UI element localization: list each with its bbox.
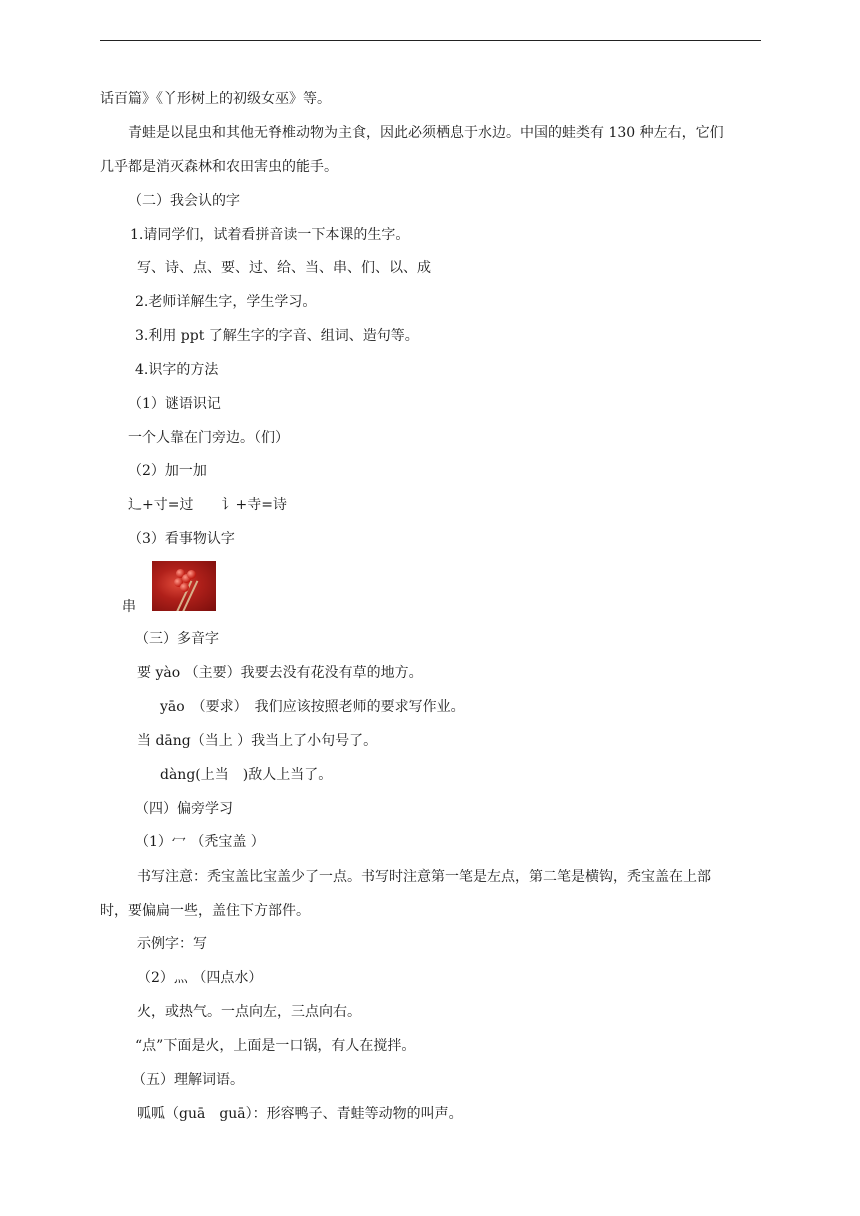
list-item-2: 2.老师详解生字，学生学习。 bbox=[135, 294, 317, 310]
example-character: 示例字：写 bbox=[137, 936, 207, 952]
writing-note-line1: 书写注意：秃宝盖比宝盖少了一点。书写时注意第一笔是左点，第二笔是横钩，秃宝盖在上部 bbox=[137, 869, 711, 885]
riddle-text: 一个人靠在门旁边。（们） bbox=[128, 430, 289, 446]
polyphone-dang1: 当 dāng（当上 ）我当上了小句号了。 bbox=[137, 733, 378, 749]
dian-explanation: “点”下面是火，上面是一口锅，有人在搅拌。 bbox=[135, 1038, 416, 1054]
paragraph-frog-line2: 几乎都是消灭森林和农田害虫的能手。 bbox=[100, 159, 338, 175]
add-examples: 辶+寸=过 讠+寺=诗 bbox=[128, 497, 287, 513]
list-item-3: 3.利用 ppt 了解生字的字音、组词、造句等。 bbox=[135, 328, 419, 344]
radical-1-heading: （1）冖 （秃宝盖 ） bbox=[135, 834, 265, 850]
header-rule bbox=[100, 40, 761, 41]
character-chuan: 串 bbox=[122, 599, 136, 615]
radical-2-heading: （2）灬 （四点水） bbox=[137, 970, 263, 986]
method-riddle-heading: （1）谜语识记 bbox=[128, 396, 221, 412]
writing-note-line2: 时，要偏扁一些，盖住下方部件。 bbox=[100, 903, 310, 919]
polyphone-yao1: yāo （要求） 我们应该按照老师的要求写作业。 bbox=[160, 699, 465, 715]
list-item-1: 1.请同学们，试着看拼音读一下本课的生字。 bbox=[130, 227, 410, 243]
tanghulu-image bbox=[152, 561, 216, 611]
polyphone-dang4: dàng(上当 )敌人上当了。 bbox=[160, 767, 333, 783]
paragraph-frog-line1: 青蛙是以昆虫和其他无脊椎动物为主食，因此必须栖息于水边。中国的蛙类有 130 种左右，它们 bbox=[128, 125, 724, 141]
polyphone-yao4: 要 yào （主要）我要去没有花没有草的地方。 bbox=[137, 665, 423, 681]
section-heading-5: （五）理解词语。 bbox=[132, 1072, 244, 1088]
word-guagua: 呱呱（guā guā）：形容鸭子、青蛙等动物的叫声。 bbox=[137, 1106, 463, 1122]
paragraph-continuation: 话百篇》《丫形树上的初级女巫》等。 bbox=[100, 91, 331, 107]
section-heading-3: （三）多音字 bbox=[135, 631, 219, 647]
section-heading-2: （二）我会认的字 bbox=[128, 193, 240, 209]
section-heading-4: （四）偏旁学习 bbox=[135, 801, 233, 817]
radical-2-note: 火，或热气。一点向左，三点向右。 bbox=[137, 1004, 361, 1020]
method-add-heading: （2）加一加 bbox=[128, 463, 207, 479]
list-item-4: 4.识字的方法 bbox=[135, 362, 219, 378]
method-object-heading: （3）看事物认字 bbox=[128, 531, 235, 547]
new-characters: 写、诗、点、要、过、给、当、串、们、以、成 bbox=[137, 260, 431, 276]
